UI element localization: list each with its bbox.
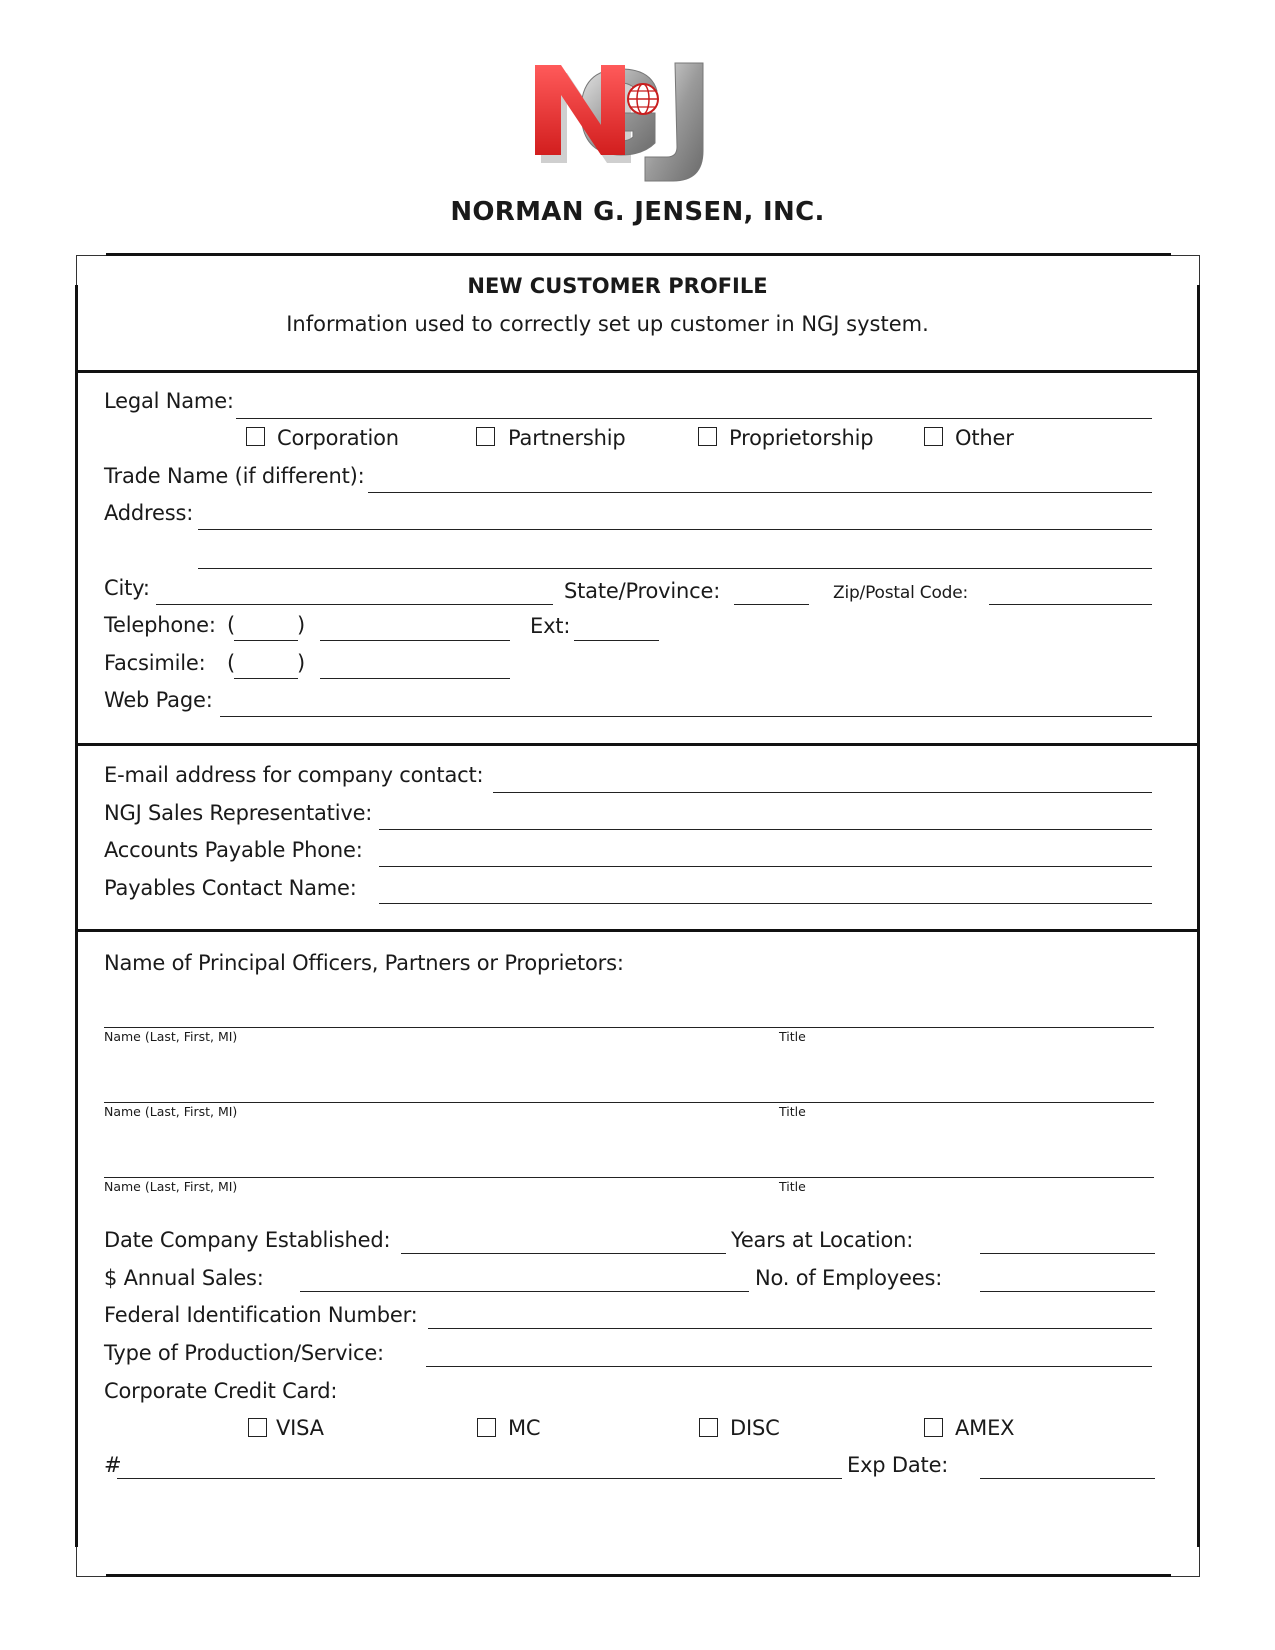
officer-3-title-caption: Title [779, 1179, 806, 1194]
proprietorship-label: Proprietorship [729, 426, 874, 450]
employees-field[interactable] [980, 1291, 1155, 1292]
amex-checkbox[interactable] [924, 1418, 943, 1437]
frame-left-border [75, 285, 78, 1547]
address-field-line1[interactable] [198, 529, 1152, 530]
section-divider [75, 370, 1200, 373]
ap-phone-label: Accounts Payable Phone: [104, 838, 363, 862]
form-subtitle: Information used to correctly set up customer in NGJ system. [286, 312, 929, 336]
web-page-label: Web Page: [104, 688, 213, 712]
credit-card-label: Corporate Credit Card: [104, 1379, 338, 1403]
production-field[interactable] [426, 1366, 1152, 1367]
frame-corner [76, 1547, 77, 1577]
card-number-prefix: # [104, 1453, 122, 1477]
annual-sales-label: $ Annual Sales: [104, 1266, 264, 1290]
visa-checkbox[interactable] [248, 1418, 267, 1437]
city-field[interactable] [156, 604, 553, 605]
exp-date-label: Exp Date: [847, 1453, 949, 1477]
telephone-paren-close: ) [297, 613, 305, 637]
officer-2-title-caption: Title [779, 1104, 806, 1119]
frame-right-border [1197, 285, 1200, 1547]
officer-2-field[interactable] [104, 1102, 1154, 1103]
card-number-field[interactable] [117, 1478, 842, 1479]
officer-1-title-caption: Title [779, 1029, 806, 1044]
frame-corner [76, 255, 106, 256]
disc-checkbox[interactable] [699, 1418, 718, 1437]
frame-corner [1170, 255, 1200, 256]
payables-contact-label: Payables Contact Name: [104, 876, 357, 900]
section-divider [75, 743, 1200, 746]
officer-3-field[interactable] [104, 1177, 1154, 1178]
telephone-paren-open: ( [227, 613, 235, 637]
company-name: NORMAN G. JENSEN, INC. [450, 197, 825, 227]
date-established-field[interactable] [401, 1253, 726, 1254]
annual-sales-field[interactable] [300, 1291, 749, 1292]
ngj-logo-graphic [525, 55, 735, 195]
city-label: City: [104, 576, 150, 600]
mc-label: MC [508, 1416, 541, 1440]
years-location-label: Years at Location: [731, 1228, 914, 1252]
officers-heading: Name of Principal Officers, Partners or Proprietors: [104, 951, 624, 975]
telephone-area-code-field[interactable] [234, 640, 298, 641]
frame-corner [1199, 1547, 1200, 1577]
telephone-label: Telephone: [104, 613, 216, 637]
ap-phone-field[interactable] [379, 866, 1152, 867]
payables-contact-field[interactable] [379, 903, 1152, 904]
production-label: Type of Production/Service: [104, 1341, 384, 1365]
web-page-field[interactable] [220, 716, 1152, 717]
zip-field[interactable] [989, 604, 1152, 605]
address-field-line2[interactable] [198, 568, 1152, 569]
ext-field[interactable] [574, 640, 659, 641]
proprietorship-checkbox[interactable] [698, 427, 717, 446]
corporation-checkbox[interactable] [246, 427, 265, 446]
fein-field[interactable] [428, 1328, 1152, 1329]
mc-checkbox[interactable] [477, 1418, 496, 1437]
officer-2-name-caption: Name (Last, First, MI) [104, 1104, 238, 1119]
date-established-label: Date Company Established: [104, 1228, 391, 1252]
company-logo [525, 55, 735, 195]
facsimile-paren-close: ) [297, 651, 305, 675]
officer-1-name-caption: Name (Last, First, MI) [104, 1029, 238, 1044]
facsimile-paren-open: ( [227, 651, 235, 675]
ext-label: Ext: [530, 614, 571, 638]
email-label: E-mail address for company contact: [104, 763, 484, 787]
trade-name-label: Trade Name (if different): [104, 464, 365, 488]
facsimile-number-field[interactable] [320, 678, 510, 679]
partnership-checkbox[interactable] [476, 427, 495, 446]
corporation-label: Corporation [277, 426, 399, 450]
fein-label: Federal Identification Number: [104, 1303, 418, 1327]
email-field[interactable] [493, 792, 1152, 793]
amex-label: AMEX [955, 1416, 1015, 1440]
other-checkbox[interactable] [924, 427, 943, 446]
employees-label: No. of Employees: [755, 1266, 943, 1290]
frame-bottom-border [106, 1574, 1171, 1577]
form-title: NEW CUSTOMER PROFILE [467, 274, 768, 298]
disc-label: DISC [730, 1416, 780, 1440]
facsimile-area-code-field[interactable] [234, 678, 298, 679]
state-label: State/Province: [564, 579, 721, 603]
officer-1-field[interactable] [104, 1027, 1154, 1028]
zip-label: Zip/Postal Code: [833, 583, 969, 603]
state-field[interactable] [734, 604, 809, 605]
officer-3-name-caption: Name (Last, First, MI) [104, 1179, 238, 1194]
years-location-field[interactable] [980, 1253, 1155, 1254]
sales-rep-label: NGJ Sales Representative: [104, 801, 373, 825]
section-divider [75, 929, 1200, 932]
address-label: Address: [104, 501, 194, 525]
partnership-label: Partnership [508, 426, 626, 450]
sales-rep-field[interactable] [379, 829, 1152, 830]
exp-date-field[interactable] [980, 1478, 1155, 1479]
frame-top-border [106, 253, 1171, 256]
frame-corner [1170, 1576, 1200, 1577]
trade-name-field[interactable] [368, 492, 1152, 493]
frame-corner [76, 1576, 106, 1577]
visa-label: VISA [276, 1416, 324, 1440]
telephone-number-field[interactable] [320, 640, 510, 641]
legal-name-label: Legal Name: [104, 389, 234, 413]
facsimile-label: Facsimile: [104, 651, 206, 675]
legal-name-field[interactable] [236, 418, 1152, 419]
other-label: Other [955, 426, 1014, 450]
